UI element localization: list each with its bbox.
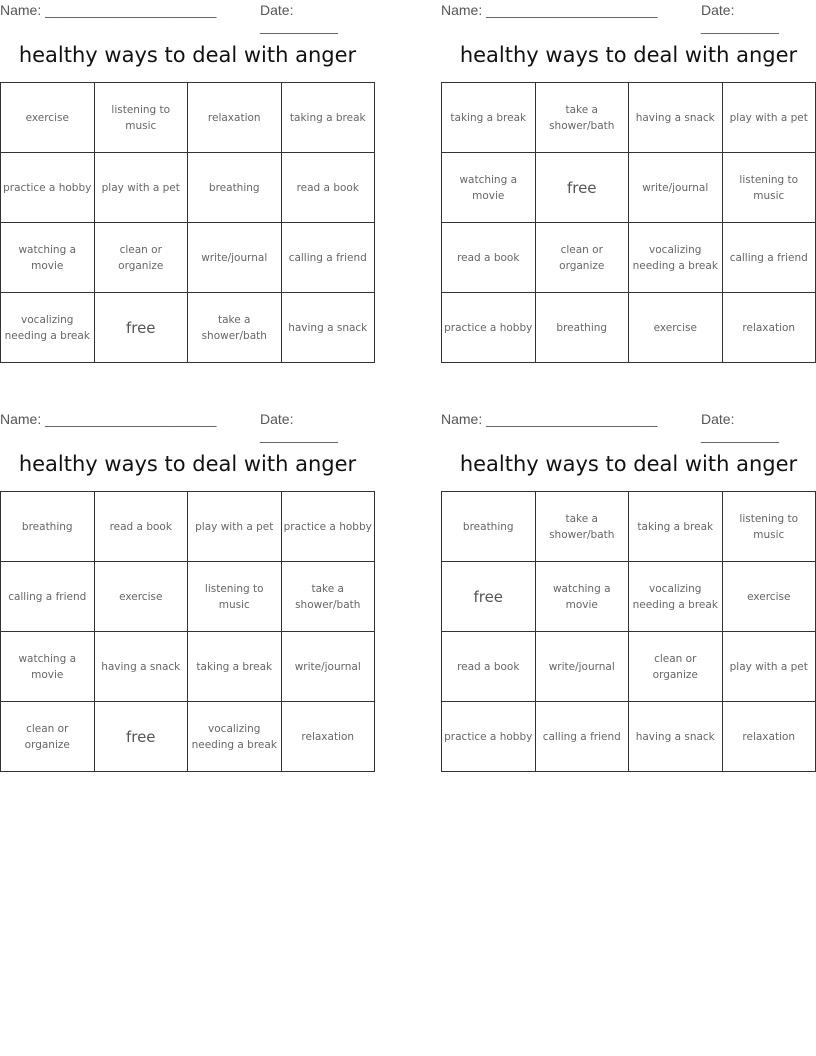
bingo-card-3 [0, 409, 375, 772]
bingo-cell[interactable]: clean or organize [1, 702, 95, 772]
free-space-cell[interactable]: free [442, 562, 536, 632]
bingo-cell[interactable]: taking a break [442, 83, 536, 153]
bingo-grid [0, 82, 375, 363]
bingo-cell[interactable]: write/journal [629, 153, 723, 223]
bingo-cell[interactable]: read a book [282, 153, 376, 223]
bingo-cell[interactable]: take a shower/bath [536, 83, 630, 153]
bingo-cell[interactable]: read a book [95, 492, 189, 562]
bingo-cell[interactable]: relaxation [282, 702, 376, 772]
bingo-cell[interactable]: take a shower/bath [282, 562, 376, 632]
date-field[interactable]: Date: __________ [701, 2, 779, 34]
bingo-cell[interactable]: vocalizing needing a break [188, 702, 282, 772]
card-title: healthy ways to deal with anger [459, 43, 798, 67]
bingo-cell[interactable]: taking a break [629, 492, 723, 562]
bingo-cell[interactable]: calling a friend [536, 702, 630, 772]
bingo-cell[interactable]: play with a pet [723, 632, 816, 702]
bingo-cell[interactable]: calling a friend [282, 223, 376, 293]
bingo-cell[interactable]: breathing [442, 492, 536, 562]
bingo-cell[interactable]: practice a hobby [442, 293, 536, 363]
name-date-row [441, 0, 816, 34]
bingo-cell[interactable]: breathing [1, 492, 95, 562]
bingo-cell[interactable]: clean or organize [536, 223, 630, 293]
bingo-cell[interactable]: clean or organize [95, 223, 189, 293]
bingo-cell[interactable]: read a book [442, 223, 536, 293]
name-date-row [441, 409, 816, 443]
bingo-card-1 [0, 0, 375, 363]
bingo-cell[interactable]: having a snack [629, 83, 723, 153]
bingo-cell[interactable]: calling a friend [723, 223, 816, 293]
bingo-cell[interactable]: listening to music [188, 562, 282, 632]
bingo-cell[interactable]: write/journal [188, 223, 282, 293]
bingo-cell[interactable]: relaxation [188, 83, 282, 153]
card-title: healthy ways to deal with anger [18, 452, 357, 476]
bingo-cell[interactable]: exercise [1, 83, 95, 153]
bingo-grid [441, 82, 816, 363]
card-title: healthy ways to deal with anger [459, 452, 798, 476]
bingo-cell[interactable]: vocalizing needing a break [629, 562, 723, 632]
name-field[interactable]: Name: ______________________ [0, 411, 217, 427]
bingo-card-2 [441, 0, 816, 363]
bingo-cell[interactable]: listening to music [95, 83, 189, 153]
date-field[interactable]: Date: __________ [260, 411, 338, 443]
bingo-cell[interactable]: relaxation [723, 702, 816, 772]
bingo-cell[interactable]: take a shower/bath [188, 293, 282, 363]
bingo-cell[interactable]: watching a movie [1, 632, 95, 702]
name-field[interactable]: Name: ______________________ [441, 2, 658, 18]
bingo-cell[interactable]: breathing [536, 293, 630, 363]
bingo-cell[interactable]: write/journal [282, 632, 376, 702]
bingo-cell[interactable]: vocalizing needing a break [1, 293, 95, 363]
bingo-cell[interactable]: practice a hobby [1, 153, 95, 223]
date-field[interactable]: Date: __________ [701, 411, 779, 443]
bingo-cell[interactable]: play with a pet [95, 153, 189, 223]
bingo-cell[interactable]: read a book [442, 632, 536, 702]
bingo-cell[interactable]: taking a break [188, 632, 282, 702]
free-space-cell[interactable]: free [536, 153, 630, 223]
name-date-row [0, 0, 375, 34]
bingo-cell[interactable]: practice a hobby [442, 702, 536, 772]
card-title: healthy ways to deal with anger [18, 43, 357, 67]
bingo-cell[interactable]: play with a pet [188, 492, 282, 562]
bingo-grid [0, 491, 375, 772]
free-space-cell[interactable]: free [95, 702, 189, 772]
bingo-cell[interactable]: listening to music [723, 153, 816, 223]
bingo-cell[interactable]: exercise [629, 293, 723, 363]
bingo-cell[interactable]: play with a pet [723, 83, 816, 153]
bingo-cell[interactable]: practice a hobby [282, 492, 376, 562]
bingo-cell[interactable]: relaxation [723, 293, 816, 363]
bingo-cell[interactable]: having a snack [629, 702, 723, 772]
date-field[interactable]: Date: __________ [260, 2, 338, 34]
bingo-cell[interactable]: exercise [95, 562, 189, 632]
bingo-cell[interactable]: taking a break [282, 83, 376, 153]
free-space-cell[interactable]: free [95, 293, 189, 363]
bingo-cell[interactable]: watching a movie [1, 223, 95, 293]
bingo-cell[interactable]: write/journal [536, 632, 630, 702]
bingo-cell[interactable]: having a snack [282, 293, 376, 363]
bingo-grid [441, 491, 816, 772]
bingo-cell[interactable]: clean or organize [629, 632, 723, 702]
bingo-cell[interactable]: vocalizing needing a break [629, 223, 723, 293]
bingo-cell[interactable]: having a snack [95, 632, 189, 702]
bingo-cell[interactable]: calling a friend [1, 562, 95, 632]
bingo-cell[interactable]: take a shower/bath [536, 492, 630, 562]
bingo-card-4 [441, 409, 816, 772]
name-field[interactable]: Name: ______________________ [0, 2, 217, 18]
bingo-cell[interactable]: breathing [188, 153, 282, 223]
bingo-cell[interactable]: exercise [723, 562, 816, 632]
bingo-cell[interactable]: watching a movie [536, 562, 630, 632]
name-date-row [0, 409, 375, 443]
name-field[interactable]: Name: ______________________ [441, 411, 658, 427]
bingo-cell[interactable]: watching a movie [442, 153, 536, 223]
bingo-cell[interactable]: listening to music [723, 492, 816, 562]
